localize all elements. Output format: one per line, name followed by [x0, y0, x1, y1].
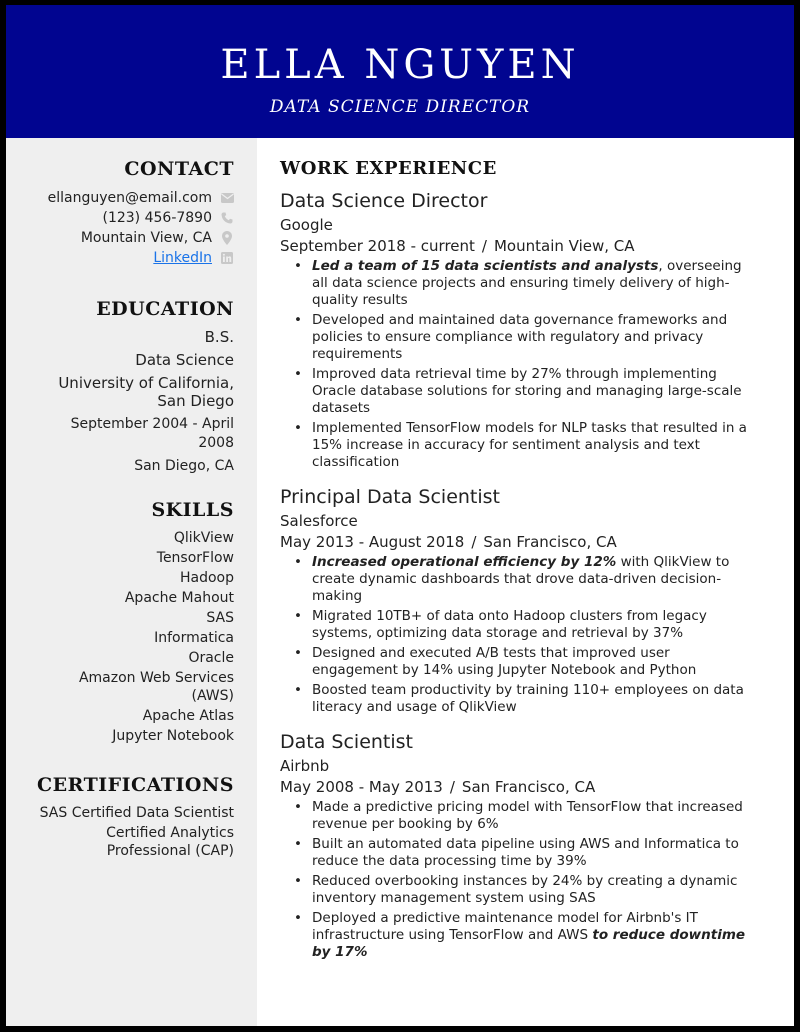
job-separator: /	[471, 533, 477, 551]
job-bullet: • Led a team of 15 data scientists and analysts, overseeing all data science projects and ensuring timely delivery of high-quality results	[290, 258, 750, 309]
job-meta	[280, 236, 750, 256]
linkedin-icon	[220, 251, 234, 265]
job-bullets	[290, 799, 750, 961]
job-entry	[280, 485, 750, 716]
skill-item: Apache Atlas	[142, 708, 234, 724]
education-field: Data Science	[135, 351, 234, 369]
phone-icon	[220, 211, 234, 225]
job-bullet: • Improved data retrieval time by 27% through implementing Oracle database solutions for storing and managing large-scale datasets	[290, 366, 750, 417]
contact-phone[interactable]: (123) 456-7890	[102, 210, 212, 226]
work-experience-section	[280, 158, 750, 975]
certification-item: SAS Certified Data Scientist	[39, 805, 234, 821]
contact-phone-row	[14, 208, 234, 228]
job-bullets	[290, 258, 750, 471]
certifications-section	[14, 774, 234, 862]
education-dates-line2: 2008	[198, 435, 234, 451]
skill-item: Informatica	[154, 630, 234, 646]
job-bullet: • Designed and executed A/B tests that improved user engagement by 14% using Jupyter Notebook and Python	[290, 645, 750, 679]
envelope-icon	[220, 191, 234, 205]
candidate-name: ELLA NGUYEN	[220, 42, 580, 88]
job-bullet: • Migrated 10TB+ of data onto Hadoop clusters from legacy systems, optimizing data storage and retrieval by 37%	[290, 608, 750, 642]
job-meta	[280, 532, 750, 552]
job-title: Data Scientist	[280, 731, 413, 753]
skill-item: Hadoop	[179, 570, 234, 586]
job-entry	[280, 730, 750, 961]
skill-item: Amazon Web Services	[78, 670, 234, 686]
job-company: Google	[280, 216, 333, 234]
skill-item: (AWS)	[191, 688, 234, 704]
skills-heading: SKILLS	[151, 499, 234, 521]
job-bullet: • Reduced overbooking instances by 24% by creating a dynamic inventory management system using SAS	[290, 873, 750, 907]
job-bullet: • Increased operational efficiency by 12% with QlikView to create dynamic dashboards that drove data-driven decision-making	[290, 554, 750, 605]
job-separator: /	[449, 778, 455, 796]
job-entry	[280, 189, 750, 471]
skills-section	[14, 499, 234, 747]
education-dates-line1: September 2004 - April	[70, 416, 234, 432]
job-bullet: • Made a predictive pricing model with TensorFlow that increased revenue per booking by 6%	[290, 799, 750, 833]
linkedin-link[interactable]: LinkedIn	[153, 250, 212, 266]
job-dates: May 2013 - August 2018	[280, 533, 465, 551]
certification-item: Certified Analytics	[106, 825, 234, 841]
certifications-heading: CERTIFICATIONS	[37, 774, 234, 796]
education-heading: EDUCATION	[96, 298, 234, 320]
job-location: Mountain View, CA	[493, 237, 635, 255]
location-pin-icon	[220, 231, 234, 245]
job-company: Airbnb	[280, 757, 330, 775]
work-experience-heading: WORK EXPERIENCE	[280, 158, 497, 179]
job-bullet: • Built an automated data pipeline using AWS and Informatica to reduce the data processing time by 39%	[290, 836, 750, 870]
job-location: San Francisco, CA	[461, 778, 596, 796]
job-location: San Francisco, CA	[483, 533, 617, 551]
job-dates: September 2018 - current	[280, 237, 475, 255]
certification-item: Professional (CAP)	[106, 843, 234, 859]
job-bullet: • Implemented TensorFlow models for NLP tasks that resulted in a 15% increase in accuracy for sentiment analysis and text classification	[290, 420, 750, 471]
education-location: San Diego, CA	[134, 458, 234, 474]
job-dates: May 2008 - May 2013	[280, 778, 443, 796]
education-section	[14, 298, 234, 480]
job-title: Data Science Director	[280, 190, 488, 212]
skill-item: SAS	[206, 610, 234, 626]
education-school-line1: University of California,	[58, 374, 234, 392]
education-school-line2: San Diego	[157, 392, 234, 410]
contact-linkedin-row	[14, 248, 234, 268]
skill-item: Jupyter Notebook	[112, 728, 234, 744]
job-separator: /	[481, 237, 487, 255]
skill-item: QlikView	[173, 530, 234, 546]
job-company: Salesforce	[280, 512, 358, 530]
contact-email-row	[14, 188, 234, 208]
skill-item: Oracle	[188, 650, 234, 666]
skill-item: Apache Mahout	[124, 590, 234, 606]
contact-heading: CONTACT	[124, 158, 234, 180]
job-bullet: • Developed and maintained data governance frameworks and policies to ensure compliance with regulatory and privacy requirements	[290, 312, 750, 363]
job-bullet: • Boosted team productivity by training 110+ employees on data literacy and usage of QlikView	[290, 682, 750, 716]
sidebar	[6, 138, 257, 1026]
education-degree: B.S.	[204, 328, 234, 346]
skill-item: TensorFlow	[156, 550, 234, 566]
contact-location: Mountain View, CA	[80, 230, 212, 246]
resume-header	[6, 5, 794, 138]
job-meta	[280, 777, 750, 797]
job-title: Principal Data Scientist	[280, 486, 501, 508]
contact-section	[14, 158, 234, 268]
contact-location-row	[14, 228, 234, 248]
candidate-title: DATA SCIENCE DIRECTOR	[269, 97, 531, 117]
job-bullets	[290, 554, 750, 716]
contact-email[interactable]: ellanguyen@email.com	[47, 190, 212, 206]
job-bullet: • Deployed a predictive maintenance model for Airbnb's IT infrastructure using TensorFlow and AWS to reduce downtime by 17%	[290, 910, 750, 961]
